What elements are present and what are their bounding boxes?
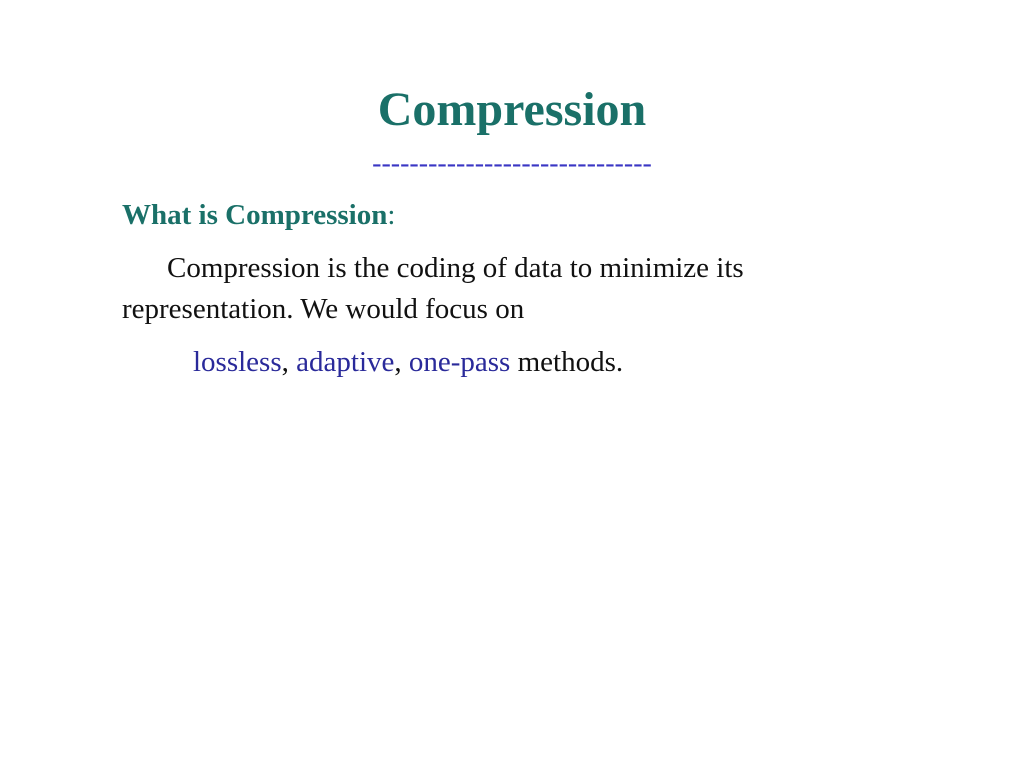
paragraph-line-1: Compression is the coding of data to minimize its (167, 252, 744, 284)
keyword-one-pass: one-pass (408, 346, 511, 378)
body-paragraph (122, 248, 902, 330)
subheading-colon: : (387, 199, 396, 231)
keyword-adaptive: adaptive (296, 346, 395, 378)
separator-1: , (281, 346, 297, 378)
separator-2: , (394, 346, 409, 378)
keyword-lossless: lossless (193, 346, 282, 378)
subheading-label: What is Compression (122, 199, 388, 231)
subheading (122, 196, 395, 234)
slide-title: Compression (377, 83, 647, 136)
methods-tail: methods. (510, 346, 624, 378)
title-divider: ------------------------------ (372, 148, 652, 179)
paragraph-line-2: representation. We would focus on (122, 293, 525, 325)
methods-line (193, 342, 623, 382)
